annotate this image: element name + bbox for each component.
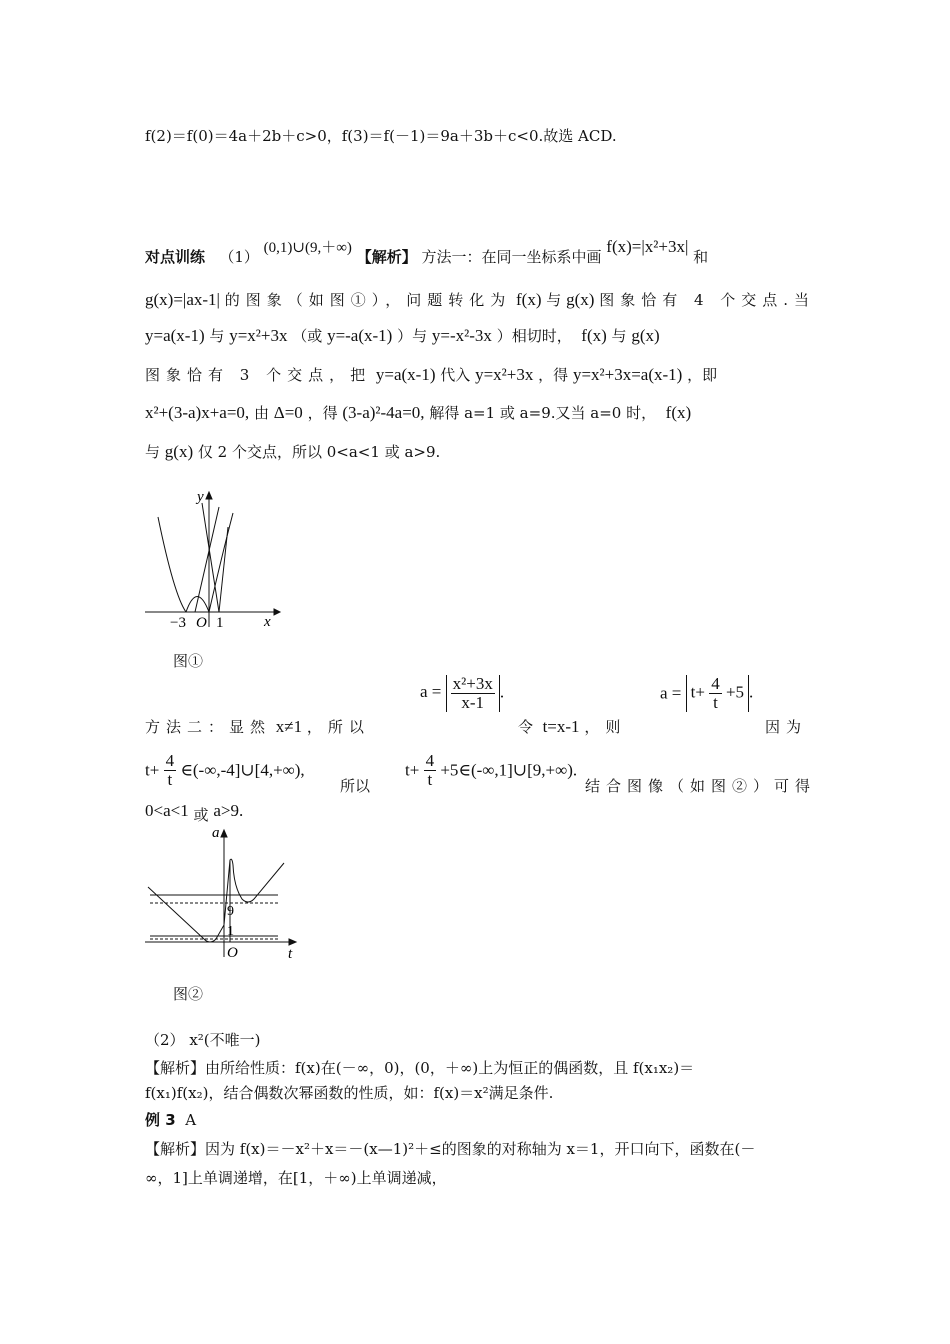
tangent-text: ）相切时，	[496, 327, 572, 345]
sub-in: 代入	[440, 366, 471, 384]
conclusion-line: f(2)＝f(0)＝4a＋2b＋c>0，f(3)＝f(－1)＝9a＋3b＋c<0.故选 ACD.	[145, 127, 617, 145]
practice-heading: 对点训练	[145, 248, 206, 266]
gx-1: g(x)	[566, 290, 595, 309]
fx-2: f(x)	[581, 326, 607, 345]
frac-3	[164, 752, 177, 789]
solve-text: 解得 a=1 或 a=9.又当 a=0 时，	[429, 404, 657, 422]
result-b: a>9.	[213, 801, 244, 820]
fig1-xlabel: x	[264, 614, 271, 630]
intersect-text: 图象恰有 4 个交点.当	[599, 291, 816, 309]
method2-label: 方法二：显然	[145, 718, 272, 736]
t-pre-2: t+	[145, 760, 160, 780]
frac-2-bot: t	[713, 693, 718, 712]
fig2-alabel: a	[212, 825, 220, 841]
fig2-tlabel: t	[288, 946, 293, 962]
fig2-origin: O	[227, 945, 238, 961]
fig1-caption: 图①	[173, 652, 204, 670]
t-def: t=x-1	[542, 717, 580, 736]
combine-text: 结合图像（如图②）可得	[585, 777, 817, 795]
then-text: ，则	[584, 718, 627, 736]
paren-with: ）与	[397, 327, 428, 345]
so-text: ，所以	[306, 718, 370, 736]
frac-4-top: 4	[425, 751, 435, 770]
with-1: 与	[546, 291, 562, 309]
with-2: 与	[209, 327, 225, 345]
fig1-tick-1: 1	[216, 615, 224, 630]
parabola-2: y=x²+3x	[475, 365, 534, 384]
t-pre: t+	[690, 682, 705, 702]
fig2-caption: 图②	[173, 985, 204, 1003]
range-1: ∈(-∞,-4]∪[4,+∞),	[180, 760, 305, 780]
tail-text: 仅 2 个交点，所以 0<a<1 或 a>9.	[197, 443, 441, 461]
fig1-tick-origin: O	[196, 615, 207, 630]
practice-row-3	[145, 325, 660, 347]
abs-frac	[446, 675, 500, 712]
fig2-t-arrow	[289, 939, 296, 945]
parabola: y=x²+3x	[229, 326, 288, 345]
example3-analysis-1: 【解析】因为 f(x)＝－x²＋x＝－(x—1)²＋≤的图象的对称轴为 x＝1，开口向下，函数在(－	[145, 1140, 756, 1158]
a-t-formula: a = t+ $\frac{4}{t}$ +5 .	[660, 674, 754, 712]
by-text: 由	[253, 404, 269, 422]
discriminant: (3-a)²-4a=0,	[342, 403, 425, 422]
frac-3-bot: t	[167, 770, 173, 789]
with-4: 与	[145, 443, 161, 461]
formula-f: f(x)=|x²+3x|	[606, 237, 689, 256]
part1-label: （1）	[219, 248, 259, 266]
range-2: +5∈(-∞,1]∪[9,+∞).	[440, 760, 578, 780]
get-text: ，得	[538, 366, 569, 384]
gx-2: g(x)	[631, 326, 660, 345]
delta: Δ=0	[273, 403, 303, 422]
abs-t	[686, 675, 749, 712]
method2-row-2	[145, 752, 305, 789]
practice-row-4	[145, 364, 717, 386]
frac-1-bot: x-1	[461, 693, 485, 712]
frac-4	[424, 752, 437, 789]
fig1-y-arrow	[206, 492, 212, 499]
t-pre-3: t+	[405, 760, 420, 780]
parabola-b: y=-x²-3x	[431, 326, 492, 345]
fig2-right-curve	[233, 863, 284, 902]
result-a: 0<a<1	[145, 801, 189, 820]
part2-answer: x²(不唯一)	[189, 1031, 261, 1049]
x-ne-1: x≠1	[275, 717, 303, 736]
fig1-x-arrow	[274, 609, 280, 615]
equation-1: y=x²+3x=a(x-1)	[572, 365, 683, 384]
fig1-tick-neg3: −3	[170, 615, 186, 630]
figure-2	[140, 825, 310, 965]
t-post: +5	[725, 682, 745, 702]
practice-row-2	[145, 289, 815, 311]
practice-row-1	[145, 237, 709, 269]
fig2-left-curve	[148, 859, 233, 942]
frac-2-top: 4	[711, 674, 720, 693]
frac-1-top: x²+3x	[452, 674, 493, 693]
part2-analysis-1: 【解析】由所给性质：f(x)在(－∞，0)，(0，＋∞)上为恒正的偶函数，且 f(x₁x₂)＝	[145, 1059, 695, 1077]
fig1-line-steep-2	[219, 527, 228, 612]
a-formula: a = x²+3x x-1 .	[420, 674, 505, 712]
example3-label: 例 3	[145, 1111, 176, 1129]
frac-3-top: 4	[165, 751, 175, 770]
fx-3: f(x)	[665, 403, 692, 422]
fig2-tick-9: 9	[227, 904, 234, 919]
jiexi-label: 【解析】	[356, 248, 417, 266]
three-points-text: 图象恰有 3 个交点，把	[145, 366, 372, 384]
problem-text: 的图象（如图①），问题转化为	[224, 291, 512, 309]
answer1: (0,1)∪(9,＋∞)	[263, 240, 352, 256]
frac-2	[709, 675, 722, 712]
result-or: 或	[193, 806, 209, 824]
gx-3: g(x)	[164, 442, 194, 461]
get2-text: ，得	[307, 404, 338, 422]
example3-analysis-2: ∞，1]上单调递增，在[1，＋∞)上单调递减，	[145, 1169, 447, 1187]
method2-result	[145, 800, 243, 822]
frac-4-bot: t	[427, 770, 433, 789]
example3-row	[145, 1109, 196, 1131]
ie-text: ，即	[687, 366, 718, 384]
part2-row	[145, 1029, 261, 1051]
method2-let	[518, 716, 626, 738]
quadratic: x²+(3-a)x+a=0,	[145, 403, 250, 422]
a-eq: a =	[420, 682, 442, 702]
frac-1	[451, 675, 495, 712]
fig1-ylabel: y	[197, 489, 204, 505]
formula-g: g(x)=|ax-1|	[145, 290, 220, 309]
line-b: y=-a(x-1)	[327, 326, 393, 345]
because-text	[765, 716, 807, 738]
method2-row-1	[145, 716, 370, 738]
fig1-left-branch	[158, 517, 186, 612]
method2-range2	[405, 752, 577, 789]
practice-row-5	[145, 402, 691, 424]
so2-text: 所以	[340, 777, 371, 795]
and-text: 和	[693, 248, 709, 266]
example3-answer: A	[185, 1111, 197, 1129]
part2-label: （2）	[145, 1031, 185, 1049]
let-text: 令	[518, 718, 534, 736]
figure-1	[140, 485, 290, 630]
method1-intro: 方法一：在同一坐标系中画	[421, 248, 602, 266]
fig2-tick-1: 1	[227, 924, 234, 939]
fx-1: f(x)	[516, 290, 542, 309]
fig2-a-arrow	[221, 830, 227, 837]
line-a-2: y=a(x-1)	[375, 365, 436, 384]
or-paren: （或	[292, 327, 323, 345]
because-label: 因为	[765, 718, 808, 736]
part2-analysis-2: f(x₁)f(x₂)，结合偶数次幂函数的性质，如：f(x)＝x²满足条件.	[145, 1084, 554, 1102]
practice-row-6	[145, 441, 440, 463]
fig1-line-3	[195, 507, 219, 612]
with-3: 与	[611, 327, 627, 345]
line-a: y=a(x-1)	[145, 326, 205, 345]
